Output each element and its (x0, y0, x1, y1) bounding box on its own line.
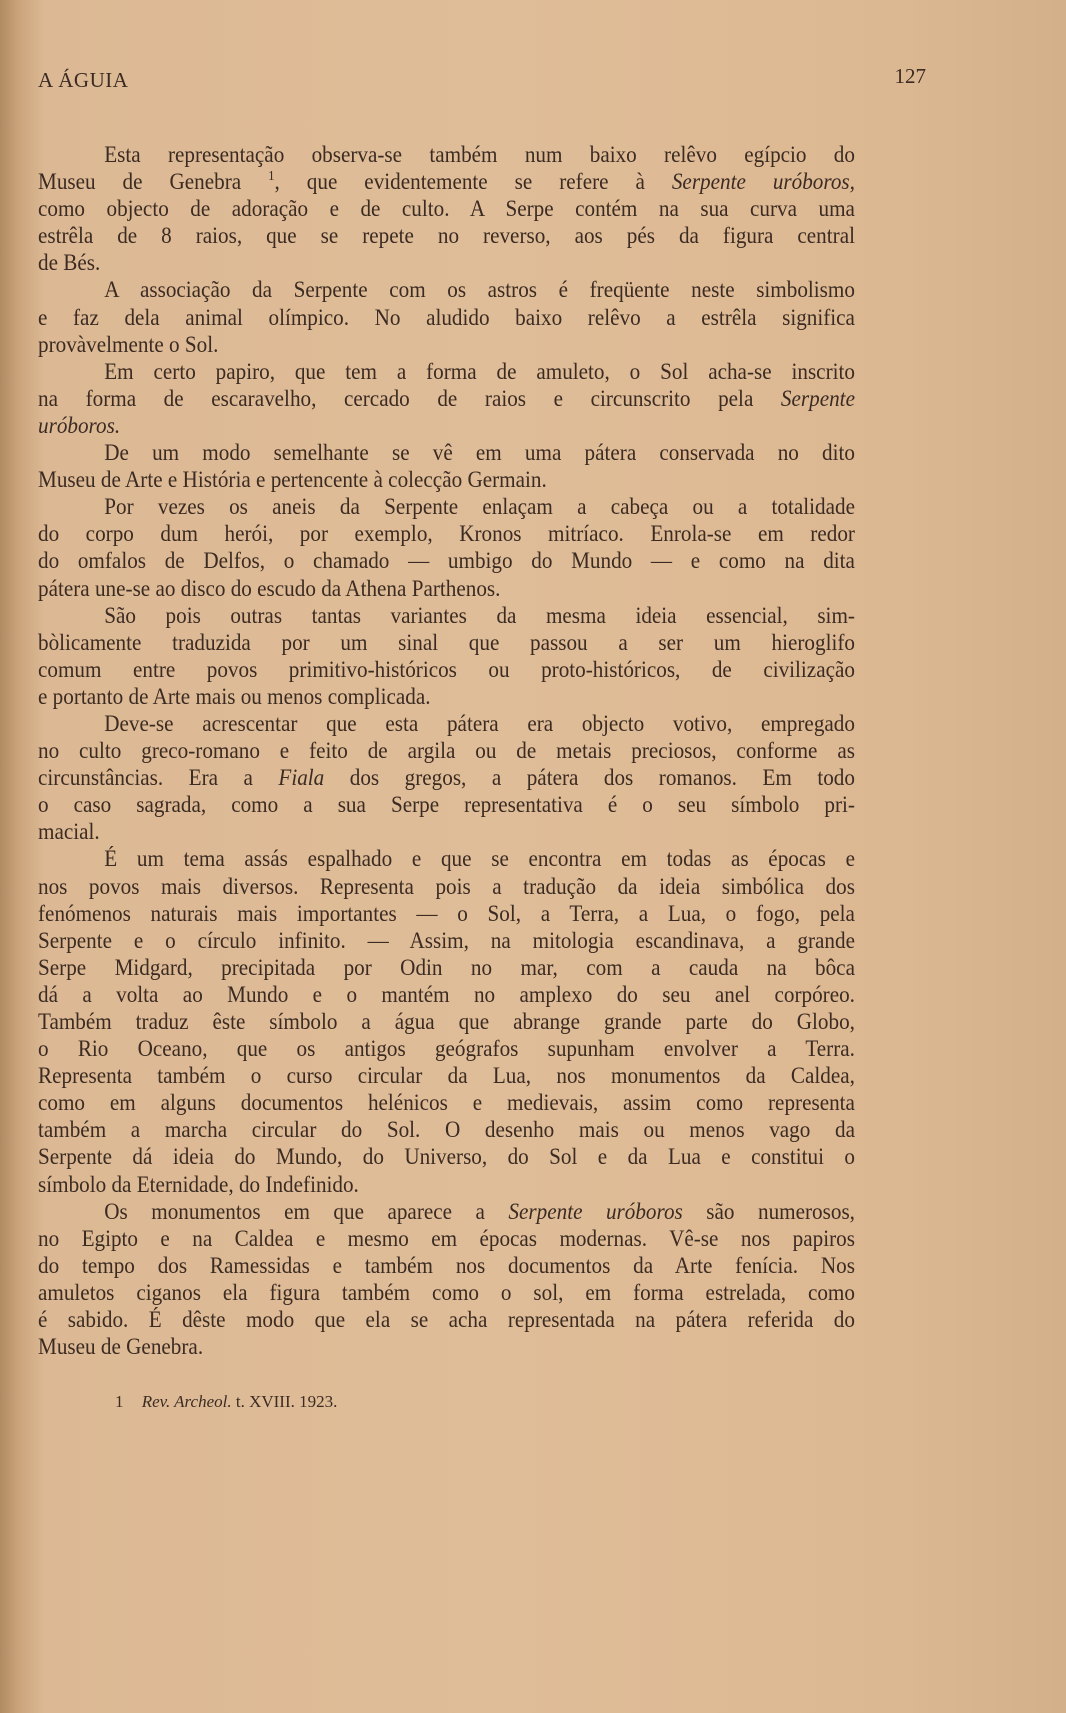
text-line (38, 764, 855, 791)
text-segment: São pois outras tantas variantes da mesma ideia essencial, sim- (104, 602, 855, 628)
text-segment: Também traduz êste símbolo a água que abrange grande parte do Globo, (38, 1009, 855, 1034)
text-segment: macial. (38, 819, 100, 845)
text-segment: Museu de Genebra. (38, 1334, 204, 1360)
paragraph (38, 1198, 855, 1361)
text-segment: dá a volta ao Mundo e o mantém no amplexo do seu anel corpóreo. (38, 981, 855, 1007)
text-segment: o Rio Oceano, que os antigos geógrafos supunham envolver a Terra. (38, 1036, 855, 1062)
text-line (38, 900, 855, 927)
footnote (115, 1392, 337, 1412)
text-line (38, 629, 855, 656)
text-line (38, 954, 855, 981)
text-line (38, 1279, 855, 1306)
text-line (38, 575, 855, 602)
text-line (38, 385, 855, 412)
text-segment: provàvelmente o Sol. (38, 331, 219, 357)
italic-text: Serpente uróboros, (671, 169, 855, 195)
paragraph (38, 493, 855, 601)
paragraph (38, 141, 855, 276)
text-segment: amuletos ciganos ela figura também como o sol, em forma estrelada, como (38, 1279, 855, 1305)
text-line (38, 791, 855, 818)
text-line (38, 466, 855, 493)
footnote-number: 1 (115, 1392, 124, 1411)
text-line (38, 845, 855, 872)
paragraph (38, 358, 855, 439)
text-segment: como objecto de adoração e de culto. A Serpe contém na sua curva uma (38, 196, 855, 222)
italic-text: Serpente uróboros (508, 1198, 683, 1224)
text-line (38, 1333, 855, 1360)
text-segment: bòlicamente traduzida por um sinal que passou a ser um hieroglifo (38, 629, 855, 655)
text-segment: comum entre povos primitivo-históricos ou proto-históricos, de civilização (38, 656, 855, 682)
text-segment: Serpente e o círculo infinito. — Assim, na mitologia escandinava, a grande (38, 927, 855, 953)
footnote-detail: t. XVIII. 1923. (235, 1392, 338, 1411)
text-line (38, 737, 855, 764)
footnote-reference: 1 (268, 169, 275, 185)
italic-text: uróboros. (38, 412, 121, 438)
text-segment: dos gregos, a pátera dos romanos. Em todo (324, 765, 855, 791)
text-line (38, 304, 855, 331)
running-title: A ÁGUIA (38, 68, 129, 92)
text-line (38, 927, 855, 954)
text-segment: nos povos mais diversos. Representa pois a tradução da ideia simbólica dos (38, 873, 855, 899)
text-segment: circunstâncias. Era a (38, 765, 279, 791)
text-line (38, 1008, 855, 1035)
text-segment: na forma de escaravelho, cercado de raios e circunscrito pela (38, 385, 781, 411)
text-segment: do tempo dos Ramessidas e também nos documentos da Arte fenícia. Nos (38, 1252, 855, 1278)
text-segment: são numerosos, (682, 1198, 855, 1224)
text-line (38, 222, 855, 249)
text-line (38, 493, 855, 520)
text-line (38, 249, 855, 276)
paragraph (38, 845, 855, 1197)
text-line (38, 1143, 855, 1170)
text-line (38, 710, 855, 737)
text-segment: o caso sagrada, como a sua Serpe representativa é o seu símbolo pri- (38, 792, 855, 818)
page-header (38, 62, 926, 92)
text-line (38, 195, 855, 222)
text-segment: como em alguns documentos helénicos e medievais, assim como representa (38, 1090, 855, 1116)
text-line (38, 547, 855, 574)
text-segment: Em certo papiro, que tem a forma de amuleto, o Sol acha-se inscrito (104, 358, 855, 384)
text-segment: Serpente dá ideia do Mundo, do Universo, do Sol e da Lua e constitui o (38, 1144, 855, 1170)
text-segment: Serpe Midgard, precipitada por Odin no mar, com a cauda na bôca (38, 954, 855, 980)
text-segment: fenómenos naturais mais importantes — o Sol, a Terra, a Lua, o fogo, pela (38, 900, 855, 926)
text-segment: símbolo da Eternidade, do Indefinido. (38, 1171, 359, 1197)
text-line (38, 1089, 855, 1116)
text-segment: estrêla de 8 raios, que se repete no reverso, aos pés da figura central (38, 223, 855, 249)
text-segment: pátera une-se ao disco do escudo da Athena Parthenos. (38, 575, 501, 601)
text-line (38, 276, 855, 303)
text-segment: também a marcha circular do Sol. O desenho mais ou menos vago da (38, 1117, 855, 1143)
text-line (38, 1252, 855, 1279)
text-segment: e portanto de Arte mais ou menos complicada. (38, 683, 431, 709)
text-line (38, 1198, 855, 1225)
text-line (38, 412, 855, 439)
text-line (38, 602, 855, 629)
text-line (38, 1062, 855, 1089)
text-segment: Esta representação observa-se também num baixo relêvo egípcio do (104, 142, 855, 167)
text-line (38, 1306, 855, 1333)
text-segment: do omfalos de Delfos, o chamado — umbigo do Mundo — e como na dita (38, 548, 855, 574)
text-line (38, 331, 855, 358)
italic-text: Fiala (278, 765, 325, 791)
text-segment: , que evidentemente se refere à (274, 169, 672, 195)
text-line (38, 683, 855, 710)
text-line (38, 141, 855, 168)
text-line (38, 358, 855, 385)
paragraph (38, 276, 855, 357)
text-segment: Museu de Arte e História e pertencente à colecção Germain. (38, 467, 547, 493)
paragraph (38, 710, 855, 845)
text-line (38, 981, 855, 1008)
text-segment: Representa também o curso circular da Lua, nos monumentos da Caldea, (38, 1063, 855, 1089)
text-segment: Por vezes os aneis da Serpente enlaçam a cabeça ou a totalidade (104, 494, 855, 520)
text-segment: É um tema assás espalhado e que se encontra em todas as épocas e (104, 846, 855, 872)
page-number: 127 (894, 64, 926, 88)
footnote-source: Rev. Archeol. (141, 1392, 232, 1411)
text-segment: e faz dela animal olímpico. No aludido baixo relêvo a estrêla significa (38, 304, 855, 330)
text-segment: no Egipto e na Caldea e mesmo em épocas modernas. Vê-se nos papiros (38, 1225, 855, 1251)
text-line (38, 873, 855, 900)
text-line (38, 1116, 855, 1143)
text-segment: no culto greco-romano e feito de argila ou de metais preciosos, conforme as (38, 738, 855, 764)
text-line (38, 1035, 855, 1062)
paragraph (38, 602, 855, 710)
italic-text: Serpente (780, 385, 855, 411)
text-line (38, 818, 855, 845)
text-line (38, 1225, 855, 1252)
text-segment: A associação da Serpente com os astros é freqüente neste simbolismo (104, 277, 855, 303)
text-line (38, 168, 855, 195)
paragraph (38, 439, 855, 493)
text-segment: do corpo dum herói, por exemplo, Kronos mitríaco. Enrola-se em redor (38, 521, 855, 547)
text-segment: De um modo semelhante se vê em uma pátera conservada no dito (104, 440, 855, 466)
text-segment: de Bés. (38, 250, 101, 276)
text-segment: Deve-se acrescentar que esta pátera era objecto votivo, empregado (104, 710, 855, 736)
text-segment: Os monumentos em que aparece a (104, 1198, 509, 1224)
text-segment: é sabido. É dêste modo que ela se acha representada na pátera referida do (38, 1307, 855, 1333)
text-line (38, 656, 855, 683)
text-line (38, 439, 855, 466)
text-line (38, 1171, 855, 1198)
text-segment: Museu de Genebra (38, 169, 269, 195)
body-text (38, 141, 855, 1360)
text-line (38, 520, 855, 547)
